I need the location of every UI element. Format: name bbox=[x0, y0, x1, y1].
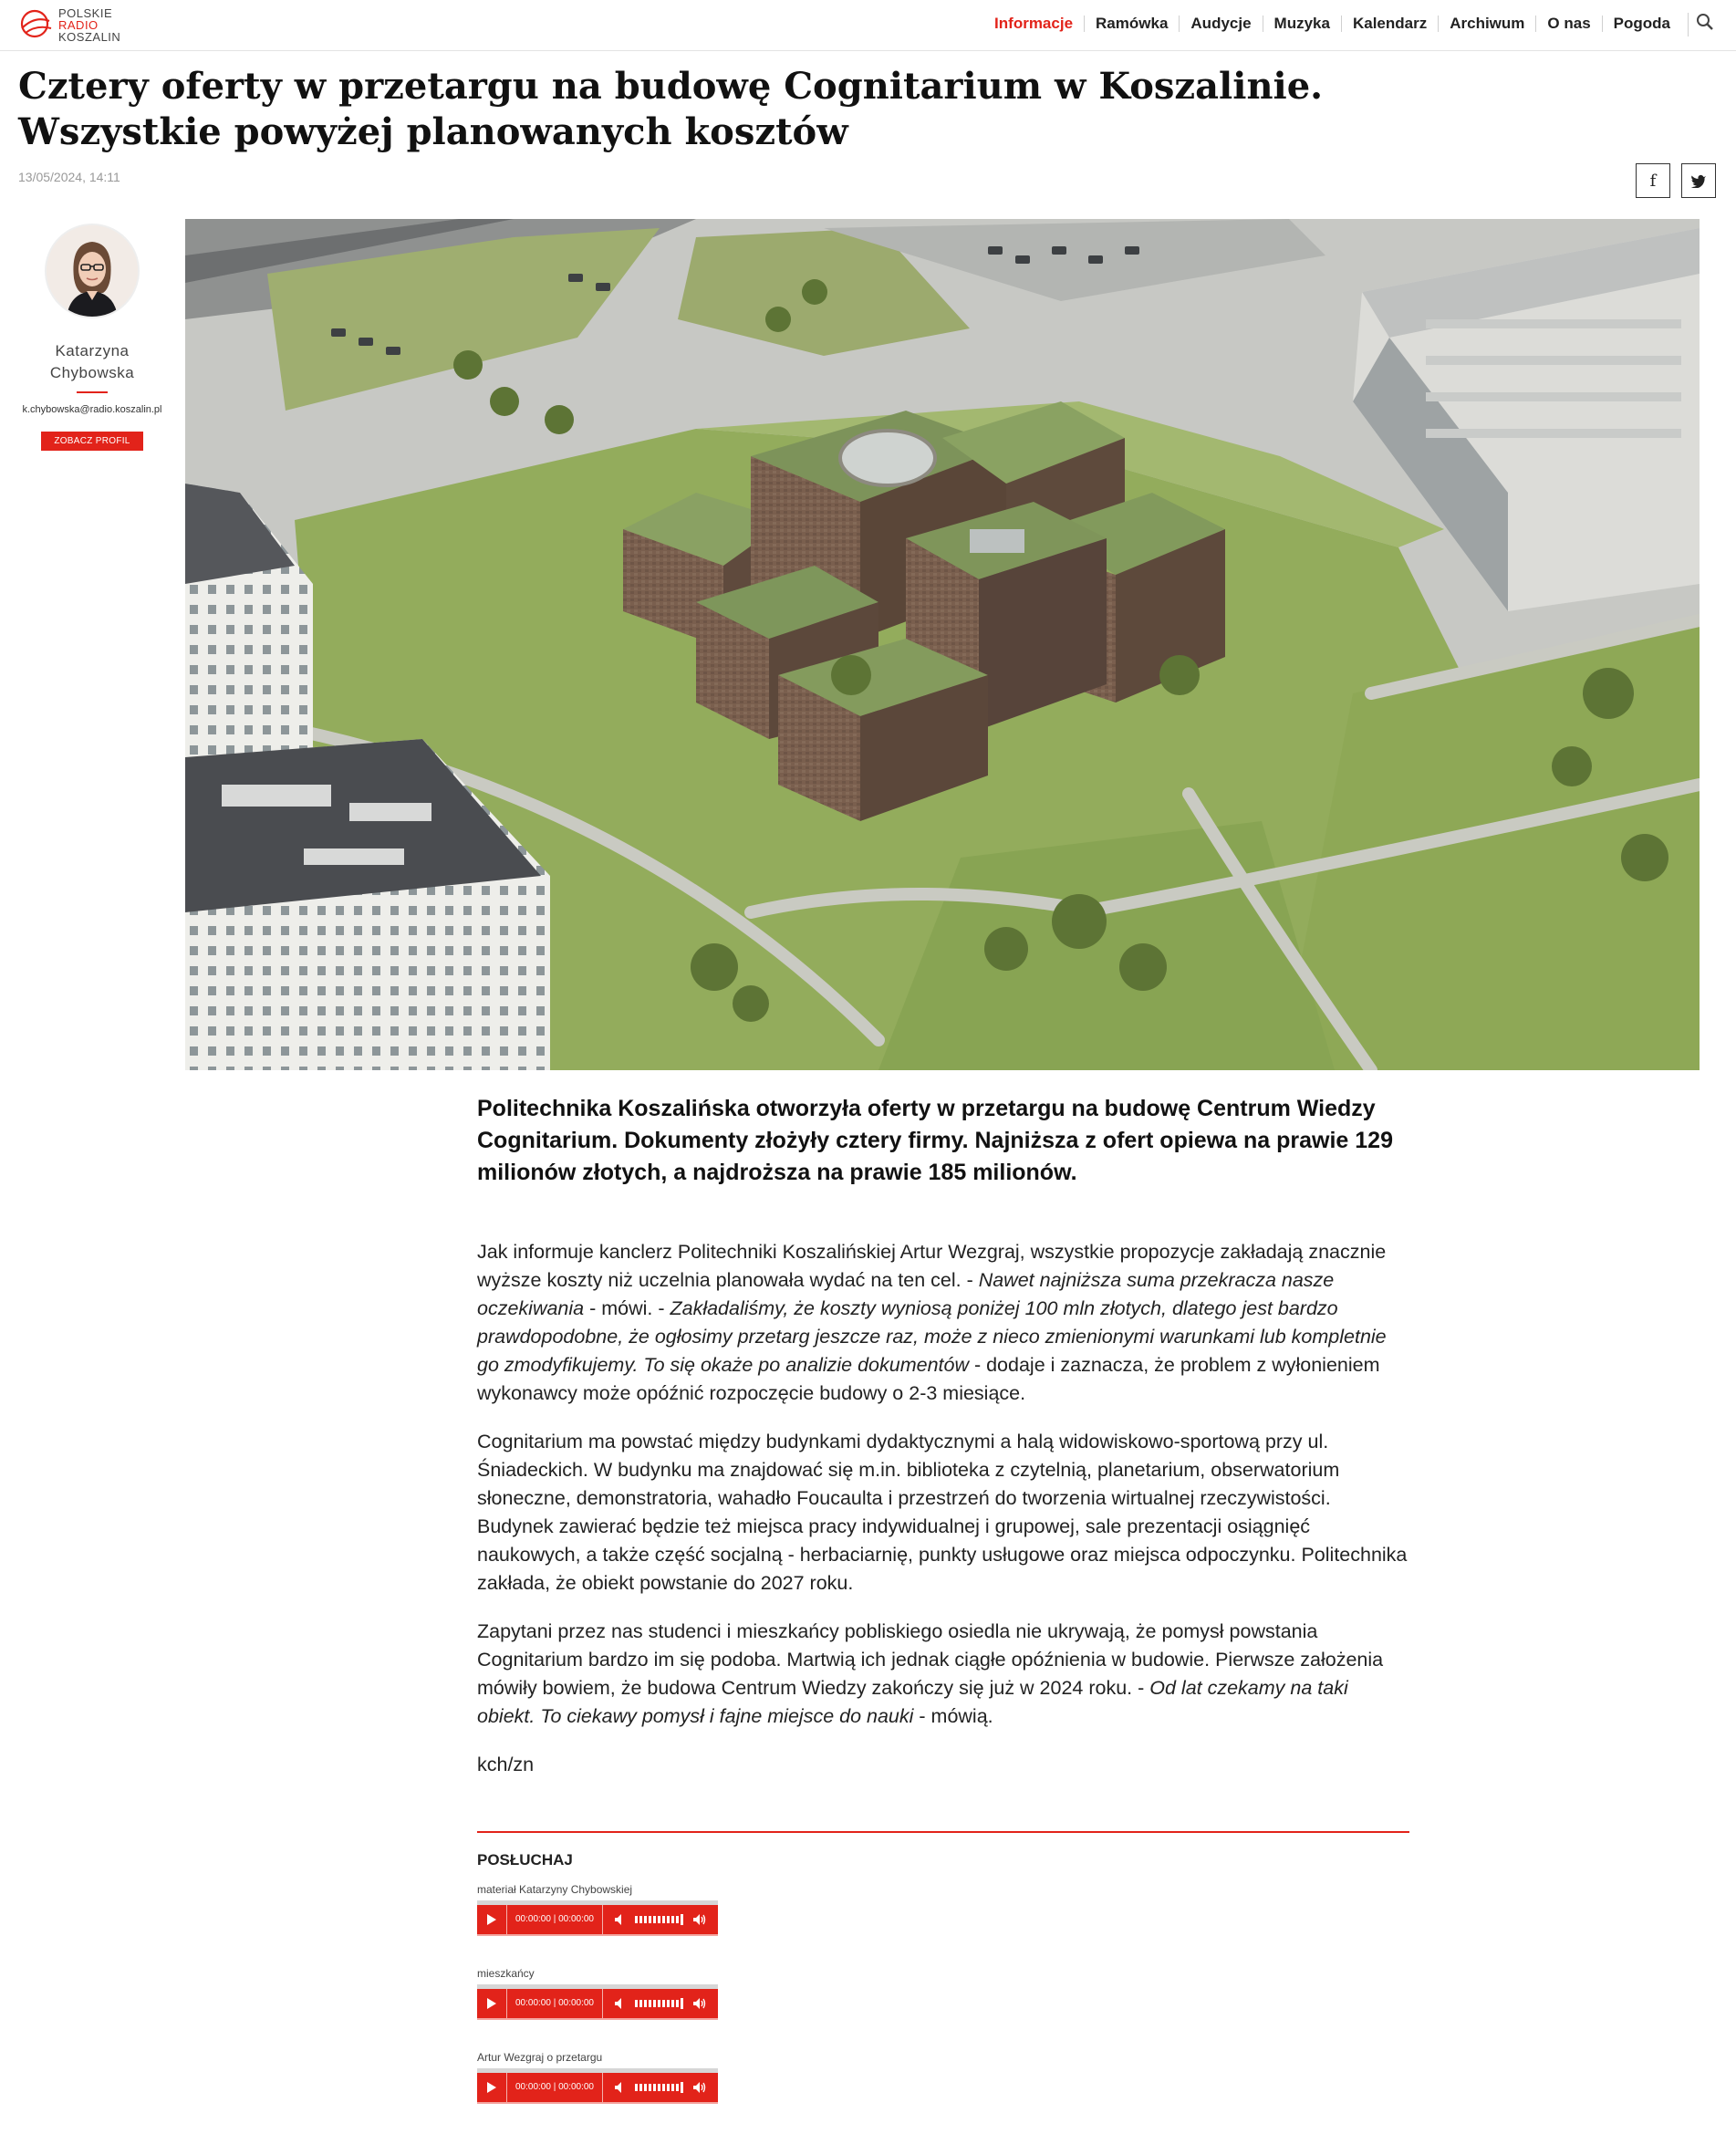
volume-max-icon[interactable] bbox=[693, 1914, 706, 1925]
cognitarium-aerial-illustration bbox=[185, 219, 1700, 1070]
author-last-name: Chybowska bbox=[49, 364, 135, 381]
nav-informacje[interactable]: Informacje bbox=[994, 15, 1074, 32]
audio-player bbox=[477, 1989, 718, 2020]
paragraph-1-quote-2: Zakładaliśmy, że koszty wyniosą poniżej 100 mln złotych, dlatego jest bardzo prawdopodobne, że ogłosimy przetarg jeszcze raz, może z nieco zmienionymi warunkami lub kompletnie go zmodyfikujemy. To się okaże po analizie dokumentów bbox=[477, 1297, 1387, 1376]
article-title: Cztery oferty w przetargu na budowę Cognitarium w Koszalinie. Wszystkie powyżej planowanych kosztów bbox=[18, 65, 1324, 153]
article-paragraph-3 bbox=[477, 1618, 1409, 1731]
article-lead: Politechnika Koszalińska otworzyła oferty w przetargu na budowę Centrum Wiedzy Cognitarium. Dokumenty złożyły cztery firmy. Najniższa z ofert opiewa na prawie 129 milionów złotych, a najdroższa na prawie 185 milionów. bbox=[477, 1096, 1393, 1185]
nav-ramowka[interactable]: Ramówka bbox=[1084, 16, 1179, 32]
volume-slider[interactable] bbox=[635, 1914, 683, 1925]
facebook-icon: f bbox=[1649, 171, 1657, 191]
radio-logo-icon bbox=[18, 8, 55, 39]
author-card bbox=[0, 224, 184, 451]
author-first-name: Katarzyna bbox=[55, 342, 130, 359]
view-profile-button[interactable]: ZOBACZ PROFIL bbox=[41, 432, 142, 451]
main-nav bbox=[983, 16, 1681, 32]
audio-track bbox=[477, 2050, 1409, 2134]
paragraph-1-text-c: - dodaje i zaznacza, że problem z wyłonieniem wykonawcy może opóźnić rozpoczęcie budowy o 2-3 miesiące. bbox=[477, 1354, 1380, 1404]
volume-slider[interactable] bbox=[635, 1998, 683, 2009]
author-email[interactable]: k.chybowska@radio.koszalin.pl bbox=[22, 404, 162, 415]
article-content bbox=[477, 1238, 1409, 1779]
play-button[interactable] bbox=[477, 1905, 507, 1934]
logo-line-1: POLSKIE bbox=[58, 6, 113, 20]
nav-audycje[interactable]: Audycje bbox=[1179, 16, 1262, 32]
paragraph-3-text-b: - mówią. bbox=[913, 1705, 993, 1727]
audio-player bbox=[477, 2073, 718, 2104]
nav-o-nas[interactable]: O nas bbox=[1535, 16, 1601, 32]
logo-line-2: RADIO bbox=[58, 18, 99, 32]
nav-archiwum[interactable]: Archiwum bbox=[1438, 16, 1535, 32]
volume-slider[interactable] bbox=[635, 2082, 683, 2093]
twitter-share-button[interactable] bbox=[1681, 163, 1716, 198]
search-icon bbox=[1696, 13, 1714, 31]
paragraph-3-text-a: Zapytani przez nas studenci i mieszkańcy pobliskiego osiedla nie ukrywają, że pomysł powstania Cognitarium bardzo im się podoba. Martwią ich jednak ciągłe opóźnienia w budowie. Pierwsze założenia mówiły bowiem, że budowa Centrum Wiedzy zakończy się już w 2024 roku. - bbox=[477, 1620, 1384, 1699]
hero-image bbox=[185, 219, 1700, 1070]
audio-time: 00:00:00 | 00:00:00 bbox=[507, 2073, 603, 2102]
site-logo[interactable] bbox=[18, 5, 146, 44]
play-button[interactable] bbox=[477, 2073, 507, 2102]
nav-pogoda[interactable]: Pogoda bbox=[1602, 16, 1681, 32]
search-button[interactable] bbox=[1688, 13, 1720, 36]
audio-time: 00:00:00 | 00:00:00 bbox=[507, 1905, 603, 1934]
article-body bbox=[477, 1093, 1409, 1799]
audio-track bbox=[477, 1966, 1409, 2050]
nav-muzyka[interactable]: Muzyka bbox=[1263, 16, 1341, 32]
audio-track-label: mieszkańcy bbox=[477, 1967, 535, 1980]
paragraph-1-text-a: Jak informuje kanclerz Politechniki Koszalińskiej Artur Wezgraj, wszystkie propozycje zakładają znacznie wyższe koszty niż uczelnia planowała wydać na ten cel. - bbox=[477, 1241, 1387, 1291]
author-divider bbox=[77, 391, 108, 393]
article-date: 13/05/2024, 14:11 bbox=[18, 170, 120, 184]
audio-track-label: materiał Katarzyny Chybowskiej bbox=[477, 1883, 633, 1896]
volume-controls bbox=[603, 1905, 718, 1934]
play-icon bbox=[487, 1998, 496, 2009]
twitter-icon bbox=[1690, 174, 1707, 188]
volume-max-icon[interactable] bbox=[693, 1998, 706, 2009]
paragraph-1-text-b: - mówi. - bbox=[584, 1297, 670, 1319]
play-icon bbox=[487, 2082, 496, 2093]
article-signoff: kch/zn bbox=[477, 1754, 535, 1775]
logo-line-3: KOSZALIN bbox=[58, 30, 121, 44]
mute-icon[interactable] bbox=[615, 1914, 626, 1925]
audio-track-label: Artur Wezgraj o przetargu bbox=[477, 2051, 603, 2064]
listen-heading: POSŁUCHAJ bbox=[477, 1851, 573, 1869]
article-paragraph-1 bbox=[477, 1238, 1409, 1408]
volume-controls bbox=[603, 2073, 718, 2102]
audio-player bbox=[477, 1905, 718, 1936]
paragraph-1-quote-1: Nawet najniższa suma przekracza nasze oczekiwania bbox=[477, 1269, 1335, 1319]
volume-controls bbox=[603, 1989, 718, 2018]
section-divider bbox=[477, 1831, 1409, 1833]
volume-max-icon[interactable] bbox=[693, 2082, 706, 2093]
article-paragraph-2: Cognitarium ma powstać między budynkami dydaktycznymi a halą widowiskowo-sportową przy ul. Śniadeckich. W budynku ma znajdować się m.in. biblioteka z czytelnią, planetarium, obserwatorium słoneczne, demonstratoria, wahadło Foucaulta i przestrzeń do tworzenia wirtualnej rzeczywistości. Budynek zawierać będzie też miejsca pracy indywidualnej i grupowej, sale prezentacji osiągnięć naukowych, a także część socjalną - herbaciarnię, punkty usługowe oraz miejsca odpoczynku. Politechnika zakłada, że obiekt powstanie do 2027 roku. bbox=[477, 1431, 1408, 1594]
facebook-share-button[interactable] bbox=[1636, 163, 1670, 198]
author-photo-icon bbox=[47, 225, 138, 317]
top-bar bbox=[0, 0, 1736, 51]
author-avatar[interactable] bbox=[45, 224, 140, 318]
paragraph-3-quote: Od lat czekamy na taki obiekt. To ciekawy pomysł i fajne miejsce do nauki bbox=[477, 1677, 1348, 1727]
play-icon bbox=[487, 1914, 496, 1925]
author-name[interactable] bbox=[0, 340, 184, 384]
logo-wordmark bbox=[58, 7, 120, 43]
mute-icon[interactable] bbox=[615, 1998, 626, 2009]
play-button[interactable] bbox=[477, 1989, 507, 2018]
nav-kalendarz[interactable]: Kalendarz bbox=[1341, 16, 1438, 32]
listen-section bbox=[477, 1831, 1409, 2134]
audio-time: 00:00:00 | 00:00:00 bbox=[507, 1989, 603, 2018]
audio-track bbox=[477, 1882, 1409, 1966]
mute-icon[interactable] bbox=[615, 2082, 626, 2093]
